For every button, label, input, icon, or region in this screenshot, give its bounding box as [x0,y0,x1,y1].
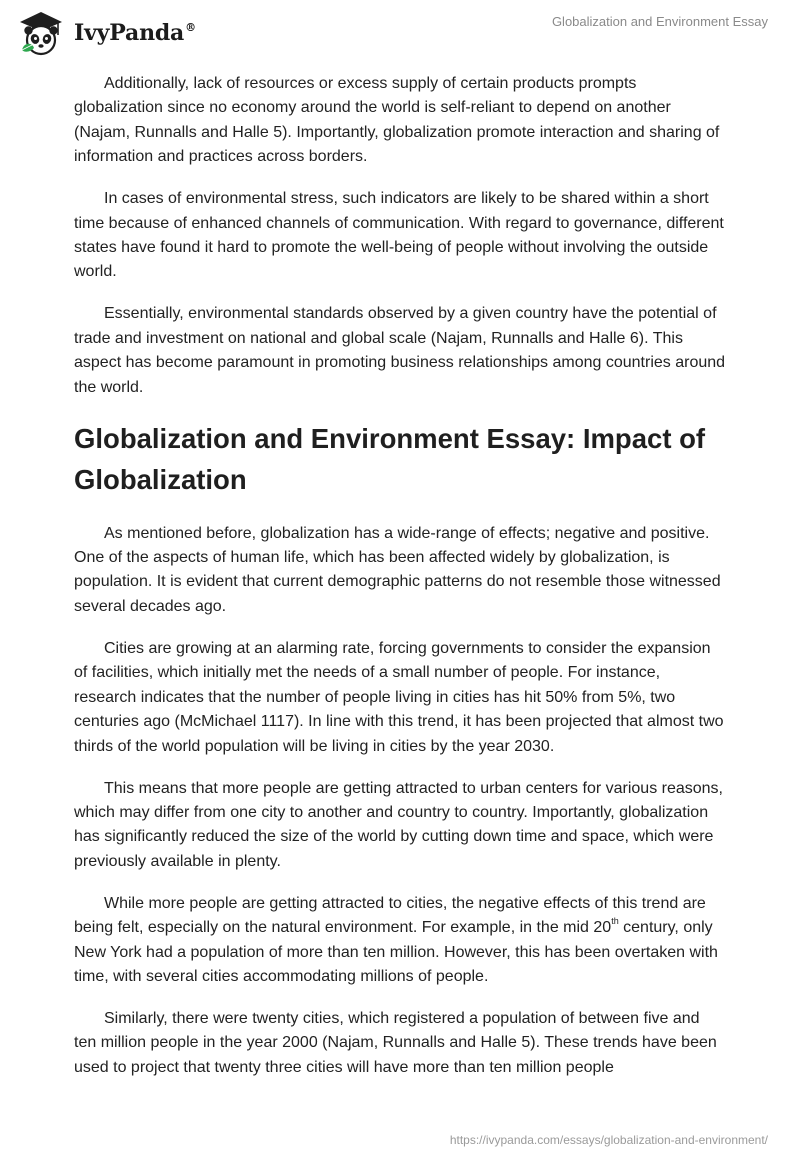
paragraph-7-part-1: While more people are getting attracted to cities, the negative effects of this trend are being felt, especially on the natural environment. For example, in the mid 20 [74,894,706,937]
paragraph-2: In cases of environmental stress, such indicators are likely to be shared within a short time because of enhanced channels of communication. With regard to governance, different states have found it hard to promote the well-being of people without involving the outside world. [74,190,724,281]
page-header [0,0,800,64]
paragraph-8: Similarly, there were twenty cities, which registered a population of between five and ten million people in the year 2000 (Najam, Runnalls and Halle 5). These trends have been used to project that twenty three cities will have more than ten million people [74,1009,717,1076]
paragraph-7-part-2: century, only New York had a population of more than ten million. However, this has been overtaken with time, with several cities accommodating millions of people. [74,919,718,985]
section-heading: Globalization and Environment Essay: Impact of Globalization [74,422,706,495]
essay-body [74,72,726,1098]
logo-text: IvyPanda [74,20,185,46]
paragraph-1: Additionally, lack of resources or excess supply of certain products prompts globalization since no economy around the world is self-reliant to depend on another (Najam, Runnalls and Halle 5). Importantly, globalization promote interaction and sharing of information and practices across borders. [74,75,720,166]
paragraph-5: Cities are growing at an alarming rate, forcing governments to consider the expansion of facilities, which initially met the needs of a small number of people. For instance, research indicates that the number of people living in cities has hit 50% from 5%, two centuries ago (McMichael 1117). In line with this trend, it has been projected that almost two thirds of the world population will be living in cities by the year 2030. [74,639,724,755]
paragraph-4: As mentioned before, globalization has a wide-range of effects; negative and positive. One of the aspects of human life, which has been affected widely by globalization, is population. It is evident that current demographic patterns do not resemble those witnessed several decades ago. [74,524,721,615]
paragraph-7 [74,892,726,990]
panda-graduate-icon [14,8,68,58]
document-title: Globalization and Environment Essay [551,14,768,29]
ivypanda-logo[interactable] [14,8,196,58]
superscript-th: th [611,916,619,927]
paragraph-6: This means that more people are getting attracted to urban centers for various reasons, which may differ from one city to another and country to country. Importantly, globalization has significantly reduced the size of the world by cutting down time and space, which were previously available in plenty. [74,779,723,870]
logo-wordmark [74,20,196,46]
source-url-link[interactable]: https://ivypanda.com/essays/globalization-and-environment/ [449,1133,768,1147]
registered-mark: ® [185,21,196,34]
paragraph-3: Essentially, environmental standards observed by a given country have the potential of trade and investment on national and global scale (Najam, Runnalls and Halle 6). This aspect has become paramount in promoting business relationships among countries around the world. [74,305,726,396]
